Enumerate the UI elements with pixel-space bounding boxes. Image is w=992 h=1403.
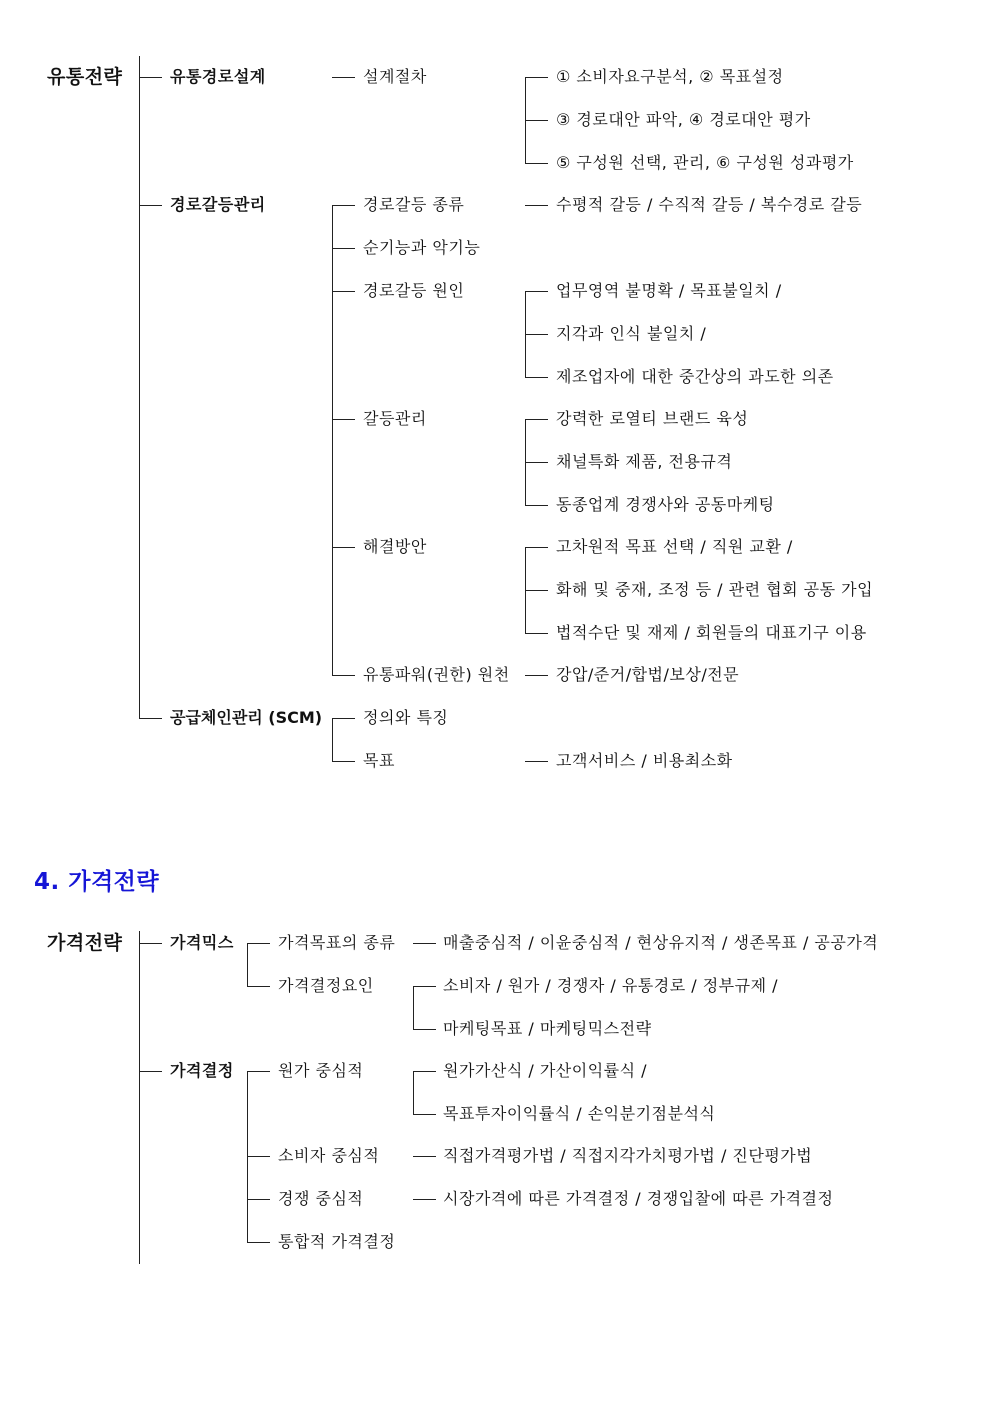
price-decision-label: 가격결정 bbox=[170, 1061, 234, 1080]
tree-connector bbox=[332, 547, 355, 548]
conflict-management-item: 채널특화 제품, 전용규격 bbox=[556, 452, 733, 471]
tree-connector bbox=[332, 248, 355, 249]
conflict-solutions-label: 해결방안 bbox=[363, 537, 427, 556]
tree-connector bbox=[247, 1242, 270, 1243]
tree-connector bbox=[332, 205, 333, 675]
conflict-cause-item: 지각과 인식 불일치 / bbox=[556, 324, 707, 343]
channel-conflict-label: 경로갈등관리 bbox=[170, 195, 266, 214]
tree-connector bbox=[413, 1156, 436, 1157]
tree-connector bbox=[332, 761, 355, 762]
price-goals-label: 가격목표의 종류 bbox=[278, 933, 396, 952]
conflict-management-item: 강력한 로열티 브랜드 육성 bbox=[556, 409, 749, 428]
tree-connector bbox=[139, 205, 162, 206]
tree-connector bbox=[525, 547, 548, 548]
tree-connector bbox=[525, 633, 548, 634]
channel-power-label: 유통파워(권한) 원천 bbox=[363, 665, 510, 684]
design-step-item: ⑤ 구성원 선택, 관리, ⑥ 구성원 성과평가 bbox=[556, 153, 854, 172]
tree-connector bbox=[332, 675, 355, 676]
design-procedure-label: 설계절차 bbox=[363, 67, 427, 86]
tree-connector bbox=[525, 334, 548, 335]
tree-connector bbox=[525, 163, 548, 164]
price-factors-label: 가격결정요인 bbox=[278, 976, 374, 995]
tree-connector bbox=[332, 718, 333, 761]
tree-connector bbox=[139, 77, 162, 78]
tree-connector bbox=[525, 462, 548, 463]
conflict-solution-item: 고차원적 목표 선택 / 직원 교환 / bbox=[556, 537, 793, 556]
scm-goal-label: 목표 bbox=[363, 751, 395, 770]
tree-connector bbox=[413, 986, 414, 1029]
distribution-root-label: 유통전략 bbox=[47, 66, 123, 88]
tree-connector bbox=[247, 986, 270, 987]
tree-connector bbox=[413, 1071, 414, 1114]
tree-connector bbox=[332, 77, 355, 78]
tree-connector bbox=[247, 1071, 270, 1072]
conflict-causes-label: 경로갈등 원인 bbox=[363, 281, 465, 300]
conflict-cause-item: 제조업자에 대한 중간상의 과도한 의존 bbox=[556, 367, 834, 386]
tree-connector bbox=[139, 718, 162, 719]
conflict-cause-item: 업무영역 불명확 / 목표불일치 / bbox=[556, 281, 782, 300]
cost-based-item: 원가가산식 / 가산이익률식 / bbox=[443, 1061, 648, 1080]
tree-connector bbox=[139, 1071, 162, 1072]
consumer-based-value: 직접가격평가법 / 직접지각가치평가법 / 진단평가법 bbox=[443, 1146, 813, 1165]
channel-power-value: 강압/준거/합법/보상/전문 bbox=[556, 665, 740, 684]
competition-based-value: 시장가격에 따른 가격결정 / 경쟁입찰에 따른 가격결정 bbox=[443, 1189, 834, 1208]
tree-connector bbox=[332, 718, 355, 719]
tree-connector bbox=[332, 419, 355, 420]
tree-connector bbox=[413, 986, 436, 987]
tree-connector bbox=[525, 205, 548, 206]
pricing-root-label: 가격전략 bbox=[47, 932, 123, 954]
scm-label: 공급체인관리 (SCM) bbox=[170, 708, 323, 727]
design-step-item: ③ 경로대안 파악, ④ 경로대안 평가 bbox=[556, 110, 811, 129]
price-mix-label: 가격믹스 bbox=[170, 933, 234, 952]
tree-connector bbox=[139, 943, 162, 944]
conflict-management-item: 동종업계 경쟁사와 공동마케팅 bbox=[556, 495, 775, 514]
tree-connector bbox=[525, 675, 548, 676]
tree-connector bbox=[139, 56, 140, 718]
conflict-functions-label: 순기능과 악기능 bbox=[363, 238, 481, 257]
design-step-item: ① 소비자요구분석, ② 목표설정 bbox=[556, 67, 784, 86]
price-goals-value: 매출중심적 / 이윤중심적 / 현상유지적 / 생존목표 / 공공가격 bbox=[443, 933, 879, 952]
tree-connector bbox=[413, 943, 436, 944]
tree-connector bbox=[525, 590, 548, 591]
tree-connector bbox=[247, 1199, 270, 1200]
cost-based-label: 원가 중심적 bbox=[278, 1061, 364, 1080]
tree-connector bbox=[525, 120, 548, 121]
tree-connector bbox=[247, 943, 248, 986]
scm-definition-label: 정의와 특징 bbox=[363, 708, 449, 727]
conflict-solution-item: 법적수단 및 재제 / 회원들의 대표기구 이용 bbox=[556, 623, 867, 642]
integrated-pricing-label: 통합적 가격결정 bbox=[278, 1232, 396, 1251]
competition-based-label: 경쟁 중심적 bbox=[278, 1189, 364, 1208]
tree-connector bbox=[332, 205, 355, 206]
conflict-management-label: 갈등관리 bbox=[363, 409, 427, 428]
conflict-types-value: 수평적 갈등 / 수직적 갈등 / 복수경로 갈등 bbox=[556, 195, 863, 214]
scm-goal-value: 고객서비스 / 비용최소화 bbox=[556, 751, 733, 770]
tree-connector bbox=[247, 943, 270, 944]
tree-connector bbox=[332, 291, 355, 292]
tree-connector bbox=[525, 291, 548, 292]
tree-connector bbox=[525, 377, 548, 378]
tree-connector bbox=[525, 419, 548, 420]
tree-connector bbox=[525, 77, 548, 78]
tree-connector bbox=[413, 1071, 436, 1072]
tree-connector bbox=[413, 1199, 436, 1200]
price-factor-item: 소비자 / 원가 / 경쟁자 / 유통경로 / 정부규제 / bbox=[443, 976, 779, 995]
tree-connector bbox=[413, 1114, 436, 1115]
tree-connector bbox=[525, 761, 548, 762]
tree-connector bbox=[139, 931, 140, 1264]
conflict-solution-item: 화해 및 중재, 조정 등 / 관련 협회 공동 가입 bbox=[556, 580, 874, 599]
tree-connector bbox=[525, 505, 548, 506]
conflict-types-label: 경로갈등 종류 bbox=[363, 195, 465, 214]
channel-design-label: 유통경로설계 bbox=[170, 67, 266, 86]
price-factor-item: 마케팅목표 / 마케팅믹스전략 bbox=[443, 1019, 652, 1038]
tree-connector bbox=[247, 1156, 270, 1157]
consumer-based-label: 소비자 중심적 bbox=[278, 1146, 380, 1165]
cost-based-item: 목표투자이익률식 / 손익분기점분석식 bbox=[443, 1104, 716, 1123]
tree-connector bbox=[413, 1029, 436, 1030]
section-heading: 4. 가격전략 bbox=[34, 869, 160, 895]
